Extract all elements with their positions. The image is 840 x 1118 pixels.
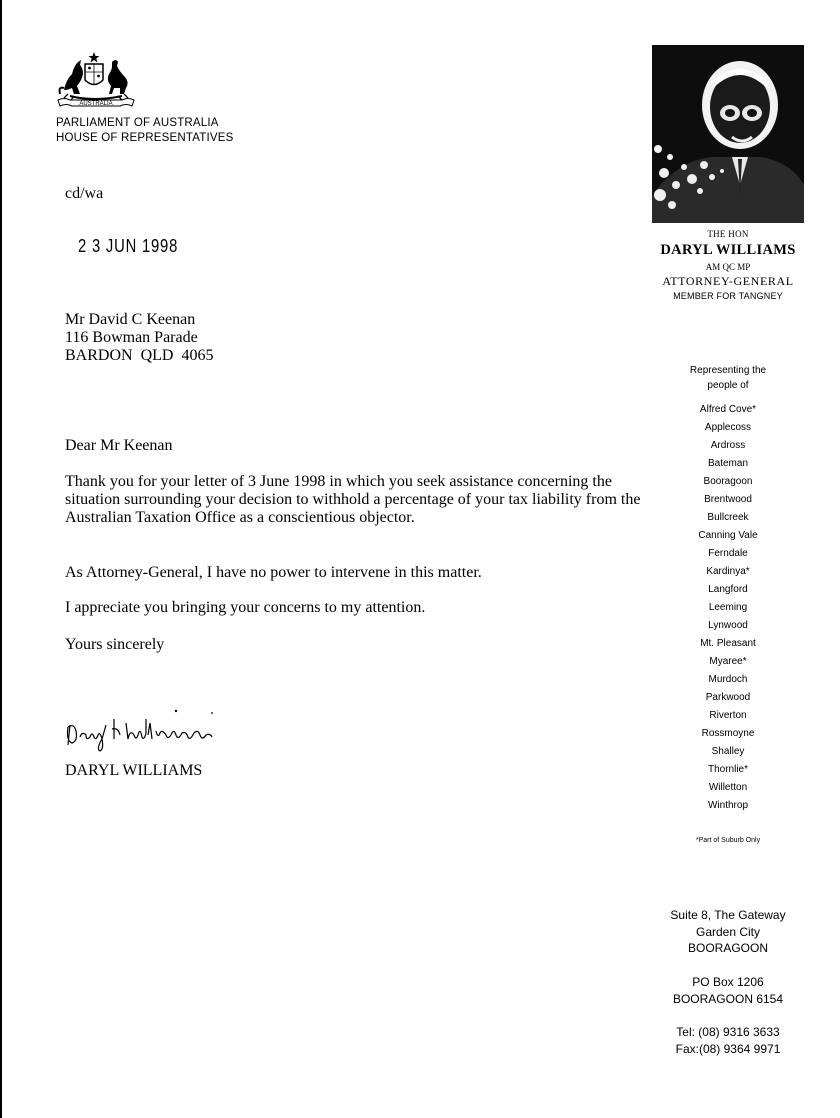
suburb-item: Myaree*: [709, 656, 747, 667]
representing-heading-line-1: Representing the: [689, 365, 767, 376]
suburb-item: Alfred Cove*: [699, 404, 757, 415]
member-title: THE HON: [707, 229, 749, 239]
member-honours: AM QC MP: [705, 262, 751, 272]
member-office: ATTORNEY-GENERAL: [662, 274, 794, 288]
crest-motto: AUSTRALIA: [79, 101, 113, 107]
suburb-item: Brentwood: [704, 494, 752, 505]
suburb-list: [648, 401, 808, 815]
recipient-town: BARDON QLD 4065: [65, 347, 214, 364]
recipient-street: 116 Bowman Parade: [65, 329, 198, 346]
suburb-item: Mt. Pleasant: [700, 638, 756, 649]
salutation: Dear Mr Keenan: [65, 437, 173, 454]
representing-heading-line-2: people of: [707, 380, 749, 391]
suburb-item: Langford: [708, 584, 748, 595]
suburb-item: Murdoch: [708, 674, 748, 685]
po-town: BOORAGOON 6154: [672, 991, 784, 1006]
address-line-2: Garden City: [695, 924, 761, 939]
po-box: PO Box 1206: [692, 975, 764, 989]
body-paragraph-1: Thank you for your letter of 3 June 1998 in which you seek assistance concerning the situation surrounding your decision to withhold a percentage of your tax liability from the Australian Taxation Office as a conscientious objector.: [65, 473, 641, 526]
contact-numbers: [648, 1024, 808, 1057]
suburb-item: Leeming: [708, 602, 748, 613]
suburb-item: Kardinya*: [706, 566, 750, 577]
suburb-item: Lynwood: [708, 620, 748, 631]
suburb-item: Ferndale: [708, 548, 748, 559]
postal-address: [648, 974, 808, 1007]
suburb-item: Ardross: [710, 440, 746, 451]
suburb-item: Parkwood: [705, 692, 751, 703]
suburb-footnote: *Part of Suburb Only: [695, 837, 761, 844]
parliament-name: PARLIAMENT OF AUSTRALIA: [56, 117, 219, 129]
closing: Yours sincerely: [65, 636, 165, 653]
body-paragraph-2: As Attorney-General, I have no power to intervene in this matter.: [65, 564, 482, 581]
date-stamp: 2 3 JUN 1998: [78, 236, 179, 256]
page-edge-line: [0, 0, 2, 1118]
house-name: HOUSE OF REPRESENTATIVES: [56, 132, 234, 144]
member-portrait-photo: [652, 45, 804, 223]
suburb-item: Shalley: [711, 746, 745, 757]
suburb-item: Thornlie*: [707, 764, 749, 775]
suburb-item: Winthrop: [707, 800, 748, 811]
telephone: Tel: (08) 9316 3633: [676, 1025, 780, 1039]
suburb-item: Willetton: [708, 782, 748, 793]
suburb-item: Riverton: [709, 710, 747, 721]
address-line-3: BOORAGOON: [687, 941, 768, 955]
suburb-item: Applecoss: [704, 422, 752, 433]
handwritten-signature: [64, 705, 264, 755]
suburb-item: Bullcreek: [707, 512, 749, 523]
suburb-item: Canning Vale: [698, 530, 758, 541]
member-name: DARYL WILLIAMS: [660, 242, 796, 258]
signer-name: DARYL WILLIAMS: [65, 762, 203, 779]
suburb-item: Booragoon: [703, 476, 753, 487]
street-address: [648, 907, 808, 957]
recipient-name: Mr David C Keenan: [65, 311, 196, 328]
coat-of-arms-logo: [54, 50, 138, 108]
representing-heading: [648, 363, 808, 393]
fax: Fax:(08) 9364 9971: [675, 1041, 781, 1056]
address-line-1: Suite 8, The Gateway: [670, 908, 786, 922]
body-paragraph-3: I appreciate you bringing your concerns to my attention.: [65, 599, 426, 616]
member-electorate: MEMBER FOR TANGNEY: [673, 291, 783, 301]
recipient-address: [65, 311, 213, 365]
reference-code: cd/wa: [65, 185, 104, 202]
suburb-item: Rossmoyne: [701, 728, 755, 739]
suburb-item: Bateman: [707, 458, 749, 469]
